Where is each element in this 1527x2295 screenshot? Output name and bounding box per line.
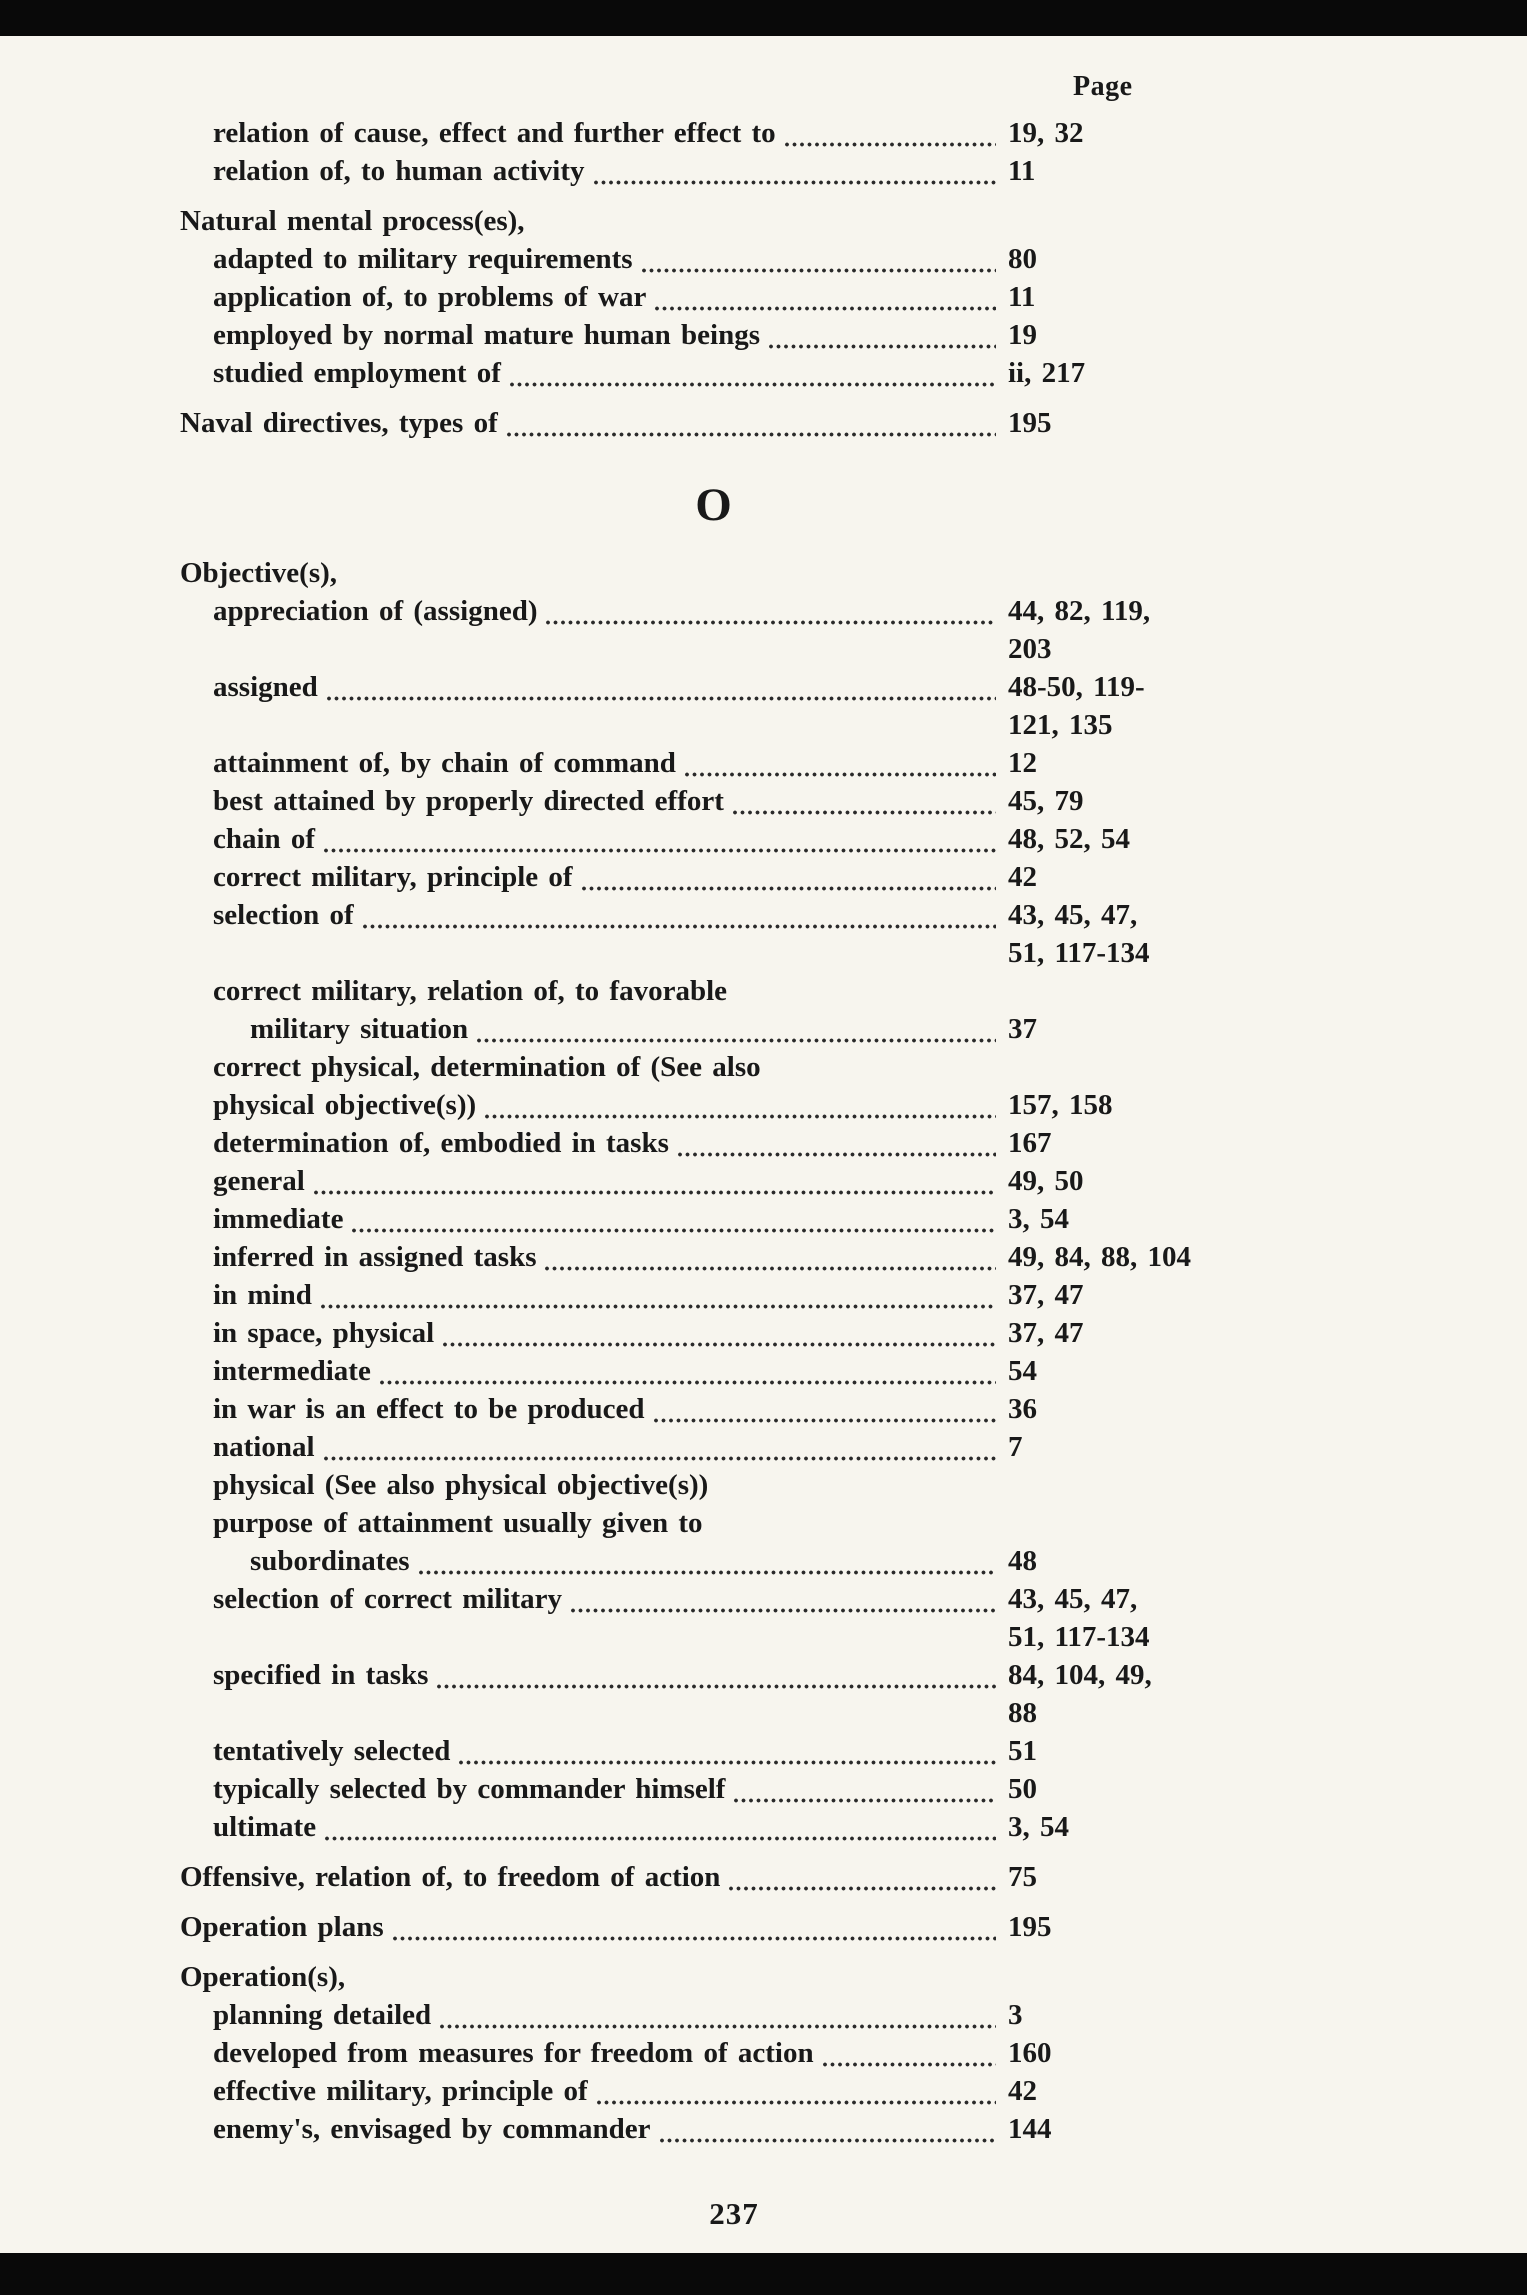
entry-text: Objective(s), [180,557,338,589]
dotted-leader [434,1314,1008,1352]
dotted-leader [468,1010,1008,1048]
entry-pages: 160 [1008,2037,1052,2069]
index-entry [180,896,1288,972]
dotted-leader [501,354,1008,392]
entry-text: specified in tasks [213,1659,429,1691]
dotted-leader [573,858,1008,896]
index-entry [180,2072,1288,2110]
index-entry [180,1428,1288,1466]
entry-pages: 195 [1008,1911,1052,1943]
entry-pages: 11 [1008,155,1036,187]
dotted-leader [633,240,1008,278]
entry-pages: 37 [1008,1013,1037,1045]
entry-pages: 144 [1008,2113,1052,2145]
dotted-leader [315,820,1008,858]
entry-pages: ii, 217 [1008,357,1086,389]
entry-text: immediate [213,1203,344,1235]
index-entry [180,858,1288,896]
entry-pages: 12 [1008,747,1037,779]
footer-page-number: 237 [709,2196,759,2231]
index-entry [180,1808,1288,1846]
entry-pages: 42 [1008,861,1037,893]
index-entry [180,782,1288,820]
dotted-leader [343,1200,1008,1238]
dotted-leader [431,1996,1008,2034]
entry-pages: 50 [1008,1773,1037,1805]
index-entry [180,1504,1288,1542]
dotted-leader [646,278,1008,316]
dotted-leader [776,114,1008,152]
dotted-leader [585,152,1008,190]
entry-pages: 195 [1008,407,1052,439]
entry-text: attainment of, by chain of command [213,747,676,779]
index-entry [180,1048,1288,1086]
index-entry [180,152,1288,190]
entry-pages: 51 [1008,1735,1037,1767]
entry-pages: 84, 104, 49, 88 [1008,1659,1152,1729]
index-entry [180,404,1288,442]
entry-text: physical objective(s)) [213,1089,477,1121]
entry-text: Natural mental process(es), [180,205,525,237]
entry-text: correct physical, determination of (See also [213,1051,761,1083]
entry-text: subordinates [250,1545,410,1577]
entry-pages: 48-50, 119- 121, 135 [1008,671,1145,741]
entry-text: in war is an effect to be produced [213,1393,645,1425]
index-entry [180,1276,1288,1314]
index-entry [180,2110,1288,2148]
scan-border-top [0,0,1527,36]
index-entry [180,1238,1288,1276]
index-entry [180,820,1288,858]
page-column-header: Page [1073,71,1133,102]
entry-text: ultimate [213,1811,317,1843]
dotted-leader [562,1580,1008,1656]
dotted-leader [318,668,1008,744]
index-entry [180,668,1288,744]
index-entry [180,1908,1288,1946]
entry-text: selection of correct military [213,1583,563,1615]
entry-pages: 45, 79 [1008,785,1084,817]
entry-pages: 80 [1008,243,1037,275]
dotted-leader [645,1390,1008,1428]
entry-text: developed from measures for freedom of action [213,2037,814,2069]
entry-pages: 43, 45, 47, 51, 117-134 [1008,899,1150,969]
entry-pages: 75 [1008,1861,1037,1893]
entry-text: inferred in assigned tasks [213,1241,537,1273]
entry-pages: 42 [1008,2075,1037,2107]
dotted-leader [725,1770,1008,1808]
index-entry [180,1314,1288,1352]
index-entry [180,316,1288,354]
dotted-leader [498,404,1008,442]
entry-pages: 44, 82, 119, 203 [1008,595,1151,665]
dotted-leader [676,744,1008,782]
dotted-leader [537,592,1008,668]
entry-text: adapted to military requirements [213,243,633,275]
index-entry [180,1996,1288,2034]
entry-text: purpose of attainment usually given to [213,1507,703,1539]
index-entry [180,1124,1288,1162]
dotted-leader [315,1428,1008,1466]
index-entry [180,114,1288,152]
entry-text: best attained by properly directed effort [213,785,724,817]
index-entry [180,2034,1288,2072]
dotted-leader [476,1086,1008,1124]
entry-text: national [213,1431,315,1463]
dotted-leader [724,782,1008,820]
entry-text: Naval directives, types of [180,407,498,439]
index-list [180,114,1288,2148]
entry-text: appreciation of (assigned) [213,595,538,627]
entry-text: selection of [213,899,354,931]
entry-text: Offensive, relation of, to freedom of action [180,1861,721,1893]
entry-pages: 48 [1008,1545,1037,1577]
entry-pages: 37, 47 [1008,1317,1084,1349]
dotted-leader [305,1162,1008,1200]
index-entry [180,972,1288,1010]
index-entry [180,354,1288,392]
entry-pages: 48, 52, 54 [1008,823,1130,855]
entry-text: in mind [213,1279,312,1311]
entry-text: Operation plans [180,1911,384,1943]
index-page-content [180,36,1288,2148]
dotted-leader [312,1276,1008,1314]
entry-text: Operation(s), [180,1961,346,1993]
entry-text: tentatively selected [213,1735,451,1767]
index-entry [180,1390,1288,1428]
dotted-leader [536,1238,1008,1276]
entry-pages: 7 [1008,1431,1023,1463]
index-entry [180,554,1288,592]
dotted-leader [651,2110,1008,2148]
index-entry [180,1732,1288,1770]
dotted-leader [316,1808,1008,1846]
entry-pages: 54 [1008,1355,1037,1387]
entry-text: physical (See also physical objective(s)) [213,1469,709,1501]
entry-text: military situation [250,1013,469,1045]
entry-pages: 43, 45, 47, 51, 117-134 [1008,1583,1150,1653]
index-entry [180,202,1288,240]
dotted-leader [410,1542,1008,1580]
entry-text: planning detailed [213,1999,432,2031]
section-heading: O [695,479,733,531]
index-entry [180,278,1288,316]
entry-text: determination of, embodied in tasks [213,1127,669,1159]
index-entry [180,1958,1288,1996]
dotted-leader [760,316,1008,354]
entry-pages: 157, 158 [1008,1089,1113,1121]
entry-pages: 49, 84, 88, 104 [1008,1241,1191,1273]
entry-text: general [213,1165,305,1197]
entry-text: correct military, principle of [213,861,573,893]
index-entry [180,1542,1288,1580]
dotted-leader [354,896,1008,972]
entry-text: enemy's, envisaged by commander [213,2113,651,2145]
index-entry [180,1010,1288,1048]
entry-text: typically selected by commander himself [213,1773,726,1805]
index-entry [180,1162,1288,1200]
entry-pages: 3 [1008,1999,1023,2031]
index-entry [180,240,1288,278]
index-entry [180,1656,1288,1732]
entry-pages: 49, 50 [1008,1165,1084,1197]
entry-text: in space, physical [213,1317,435,1349]
index-entry [180,1858,1288,1896]
entry-pages: 11 [1008,281,1036,313]
dotted-leader [428,1656,1008,1732]
dotted-leader [450,1732,1008,1770]
entry-text: chain of [213,823,316,855]
entry-pages: 3, 54 [1008,1203,1069,1235]
entry-text: assigned [213,671,318,703]
entry-text: relation of, to human activity [213,155,585,187]
dotted-leader [384,1908,1008,1946]
index-entry [180,1466,1288,1504]
index-entry [180,1200,1288,1238]
entry-text: intermediate [213,1355,371,1387]
entry-pages: 19 [1008,319,1037,351]
dotted-leader [371,1352,1008,1390]
dotted-leader [588,2072,1008,2110]
entry-text: correct military, relation of, to favorable [213,975,728,1007]
entry-pages: 37, 47 [1008,1279,1084,1311]
entry-pages: 167 [1008,1127,1052,1159]
entry-pages: 36 [1008,1393,1037,1425]
index-entry [180,744,1288,782]
entry-pages: 3, 54 [1008,1811,1069,1843]
index-entry [180,1770,1288,1808]
index-entry [180,1352,1288,1390]
entry-text: effective military, principle of [213,2075,588,2107]
entry-text: application of, to problems of war [213,281,647,313]
index-entry [180,1086,1288,1124]
entry-text: relation of cause, effect and further effect to [213,117,776,149]
dotted-leader [720,1858,1008,1896]
entry-pages: 19, 32 [1008,117,1084,149]
index-entry [180,592,1288,668]
index-entry [180,1580,1288,1656]
dotted-leader [814,2034,1008,2072]
dotted-leader [669,1124,1008,1162]
entry-text: studied employment of [213,357,501,389]
scan-border-bottom [0,2253,1527,2295]
entry-text: employed by normal mature human beings [213,319,760,351]
